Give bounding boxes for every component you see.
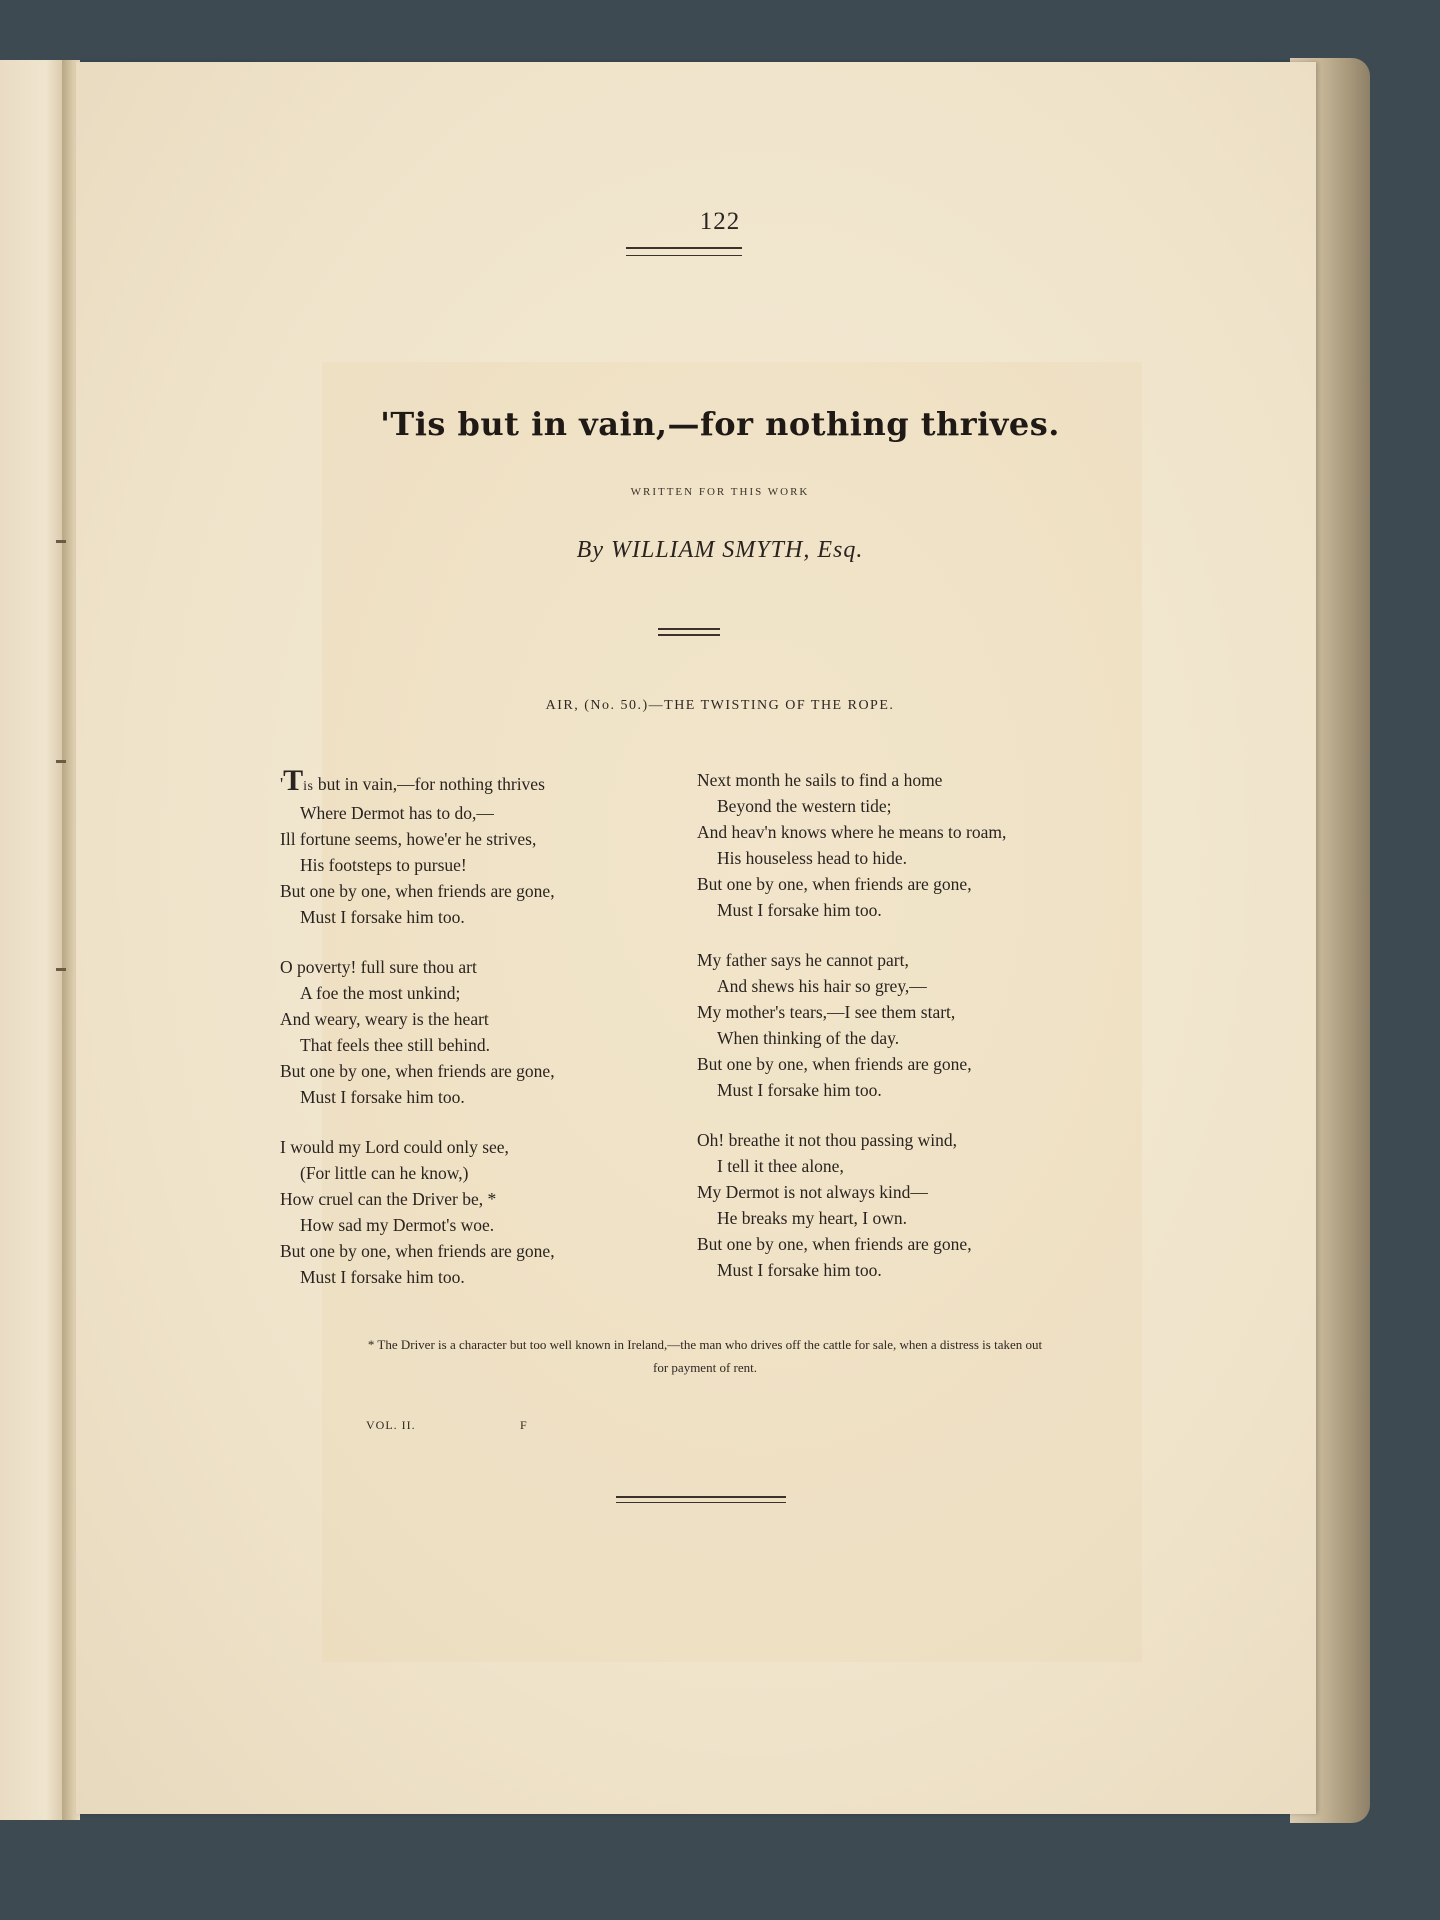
poem-line: Must I forsake him too. (717, 1260, 882, 1280)
poem-line: That feels thee still behind. (300, 1035, 491, 1055)
drop-cap: T (283, 764, 304, 797)
poem-line: He breaks my heart, I own. (717, 1208, 908, 1228)
poem-line: My Dermot is not always kind— (697, 1182, 928, 1202)
song-title: 'Tis but in vain,—for nothing thrives. (380, 405, 1060, 443)
poem-line: But one by one, when friends are gone, (697, 1234, 972, 1254)
poem-line: O poverty! full sure thou art (280, 957, 477, 977)
first-line-text: but in vain,—for nothing thrives (313, 774, 545, 794)
poem-stanza (280, 1134, 680, 1290)
poem-right-column (697, 767, 1097, 1307)
page-number: 122 (699, 208, 741, 235)
poem-line: I tell it thee alone, (717, 1156, 844, 1176)
binding-stitch (56, 968, 66, 971)
poem-line: My father says he cannot part, (697, 950, 909, 970)
poem-line: His houseless head to hide. (717, 848, 908, 868)
dropcap-apostrophe: ' (280, 774, 284, 794)
poem-line: My mother's tears,—I see them start, (697, 1002, 956, 1022)
gathering-signature: F (520, 1418, 527, 1432)
poem-line: Must I forsake him too. (300, 1087, 465, 1107)
section-rule (658, 628, 720, 636)
poem-line: How cruel can the Driver be, * (280, 1189, 497, 1209)
poem-stanza (280, 954, 680, 1110)
poem-stanza (697, 1127, 1097, 1283)
poem-line: But one by one, when friends are gone, (280, 1061, 555, 1081)
poem-line: (For little can he know,) (300, 1163, 469, 1183)
facing-page-edge (0, 60, 68, 1820)
poem-line: Must I forsake him too. (717, 900, 882, 920)
footnote-line: * The Driver is a character but too well known in Ireland,—the man who drives off the cattle for sale, when a distress is taken out (367, 1337, 1043, 1352)
binding-stitch (56, 760, 66, 763)
poem-stanza (697, 947, 1097, 1103)
poem-stanza (280, 764, 680, 930)
poem-line: A foe the most unkind; (300, 983, 461, 1003)
poem-line: But one by one, when friends are gone, (280, 1241, 555, 1261)
poem-line: Must I forsake him too. (300, 1267, 465, 1287)
poem-line: Where Dermot has to do,— (300, 803, 494, 823)
poem-line: Next month he sails to find a home (697, 770, 943, 790)
air-title: AIR, (No. 50.)—THE TWISTING OF THE ROPE. (545, 698, 895, 713)
poem-line: His footsteps to pursue! (300, 855, 467, 875)
poem-line: And heav'n knows where he means to roam, (697, 822, 1007, 842)
author-line: By WILLIAM SMYTH, Esq. (576, 537, 864, 563)
poem-line: When thinking of the day. (717, 1028, 900, 1048)
poem-first-line (280, 764, 680, 800)
poem-line: I would my Lord could only see, (280, 1137, 509, 1157)
poem-line: Ill fortune seems, howe'er he strives, (280, 829, 537, 849)
book-page (76, 62, 1316, 1814)
poem-line: But one by one, when friends are gone, (697, 874, 972, 894)
footnote (270, 1333, 1140, 1379)
page-number-rule (626, 247, 742, 256)
poem-left-column (280, 764, 680, 1314)
written-for-line: WRITTEN FOR THIS WORK (630, 486, 810, 498)
poem-line: Oh! breathe it not thou passing wind, (697, 1130, 958, 1150)
poem-line: But one by one, when friends are gone, (280, 881, 555, 901)
poem-line: Beyond the western tide; (717, 796, 892, 816)
poem-line: Must I forsake him too. (300, 907, 465, 927)
poem-line: Must I forsake him too. (717, 1080, 882, 1100)
poem-line: But one by one, when friends are gone, (697, 1054, 972, 1074)
small-caps: is (303, 779, 314, 794)
poem-line: And shews his hair so grey,— (717, 976, 927, 996)
poem-stanza (697, 767, 1097, 923)
footnote-line: for payment of rent. (653, 1360, 757, 1375)
poem-line: How sad my Dermot's woe. (300, 1215, 495, 1235)
poem-line: And weary, weary is the heart (280, 1009, 489, 1029)
end-rule (616, 1496, 786, 1503)
volume-signature: VOL. II. (366, 1418, 416, 1432)
